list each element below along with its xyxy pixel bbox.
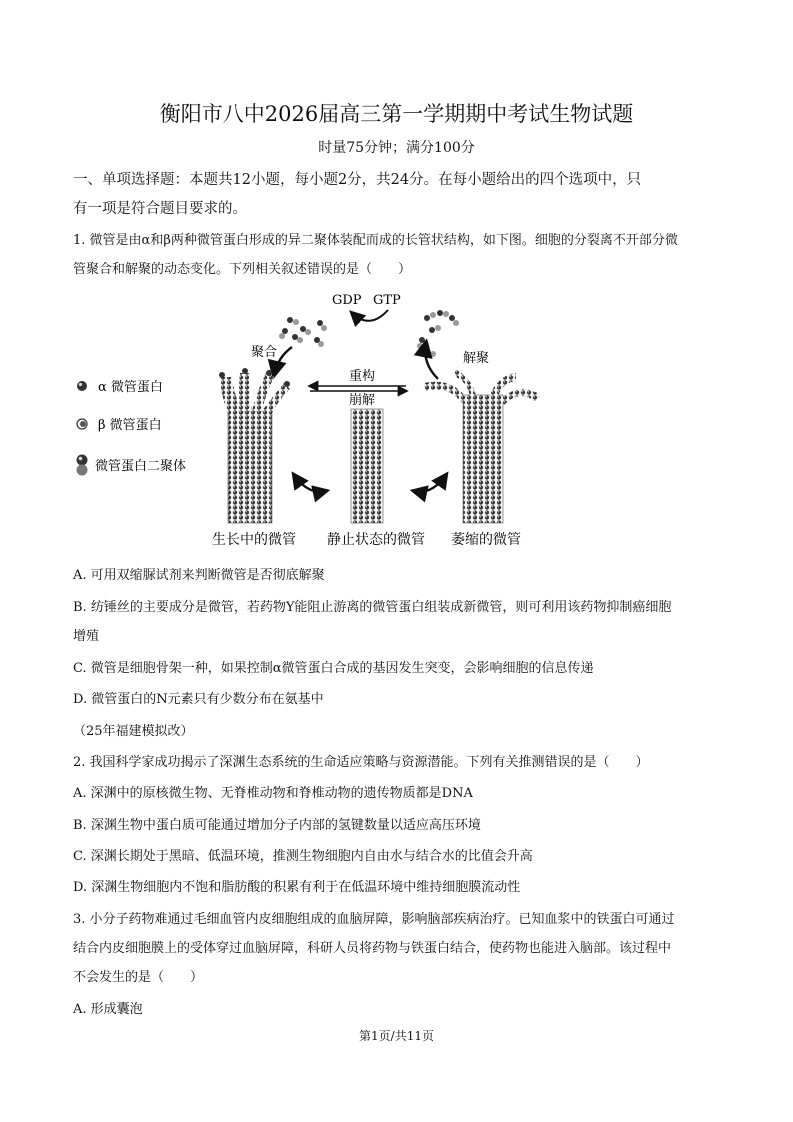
tubulin-dimer-legend-label: 微管蛋白二聚体 <box>95 459 187 474</box>
gtp-label: GTP <box>373 293 401 308</box>
q2-option-d: D. 深渊生物细胞内不饱和脂肪酸的积累有利于在低温环境中维持细胞膜流动性 <box>73 880 521 895</box>
page-title: 衡阳市八中2026届高三第一学期期中考试生物试题 <box>159 102 634 126</box>
exam-time-info: 时量75分钟；满分100分 <box>318 140 475 156</box>
q2-option-c: C. 深渊长期处于黑暗、低温环境，推测生物细胞内自由水与结合水的比值会升高 <box>73 849 533 864</box>
shrinking-microtubule <box>423 369 540 523</box>
q1-option-a: A. 可用双缩脲试剂来判断微管是否彻底解聚 <box>73 568 325 583</box>
rebuild-label: 重构 <box>349 369 376 384</box>
free-dimers-right <box>417 310 459 357</box>
collapse-label: 崩解 <box>349 393 376 408</box>
q1-option-b-line1: B. 纺锤丝的主要成分是微管，若药物Y能阻止游离的微管蛋白组装成新微管，则可利用该药物抑制癌细胞 <box>73 600 672 615</box>
growing-microtubule-label: 生长中的微管 <box>212 532 296 548</box>
q3-stem-line1: 3. 小分子药物难通过毛细血管内皮细胞组成的血脑屏障，影响脑部疾病治疗。已知血浆中的铁蛋白可通过 <box>73 912 675 927</box>
tubulin-dimer-legend-icon <box>77 455 88 476</box>
alpha-tubulin-legend-label: α 微管蛋白 <box>98 380 163 395</box>
q1-option-b-line2: 增殖 <box>73 629 100 644</box>
static-microtubule-label: 静止状态的微管 <box>327 532 425 548</box>
gdp-label: GDP <box>332 293 362 308</box>
shrinking-microtubule-label: 萎缩的微管 <box>451 532 521 548</box>
polymerize-label: 聚合 <box>251 345 278 360</box>
q1-option-c: C. 微管是细胞骨架一种，如果控制α微管蛋白合成的基因发生突变，会影响细胞的信息传递 <box>73 661 594 676</box>
gdp-gtp-exchange-arrow <box>352 310 388 321</box>
static-microtubule <box>351 409 383 523</box>
q2-option-a: A. 深渊中的原核微生物、无脊椎动物和脊椎动物的遗传物质都是DNA <box>73 786 473 801</box>
free-dimers-left <box>279 317 327 347</box>
section-heading-line2: 有一项是符合题目要求的。 <box>73 201 247 217</box>
q2-option-b: B. 深渊生物中蛋白质可能通过增加分子内部的氢键数量以适应高压环境 <box>73 818 481 833</box>
page-number: 第1页/共11页 <box>359 1029 434 1043</box>
q1-option-d: D. 微管蛋白的N元素只有少数分布在氨基中 <box>73 692 324 707</box>
section-heading-line1: 一、单项选择题：本题共12小题，每小题2分，共24分。在每小题给出的四个选项中，只 <box>73 172 642 188</box>
beta-tubulin-legend-label: β 微管蛋白 <box>98 418 162 433</box>
source-note: （25年福建模拟改） <box>73 724 194 739</box>
q3-stem-line2: 结合内皮细胞膜上的受体穿过血脑屏障，科研人员将药物与铁蛋白结合，使药物也能进入脑部。该过程中 <box>73 941 672 956</box>
alpha-tubulin-legend-icon <box>77 381 87 391</box>
q1-stem-line2: 管聚合和解聚的动态变化。下列相关叙述错误的是（ ） <box>73 262 412 277</box>
microtubule-figure <box>70 285 550 555</box>
depolymerize-label: 解聚 <box>463 351 490 366</box>
q2-stem: 2. 我国科学家成功揭示了深渊生态系统的生命适应策略与资源潜能。下列有关推测错误的是（ ） <box>73 755 649 770</box>
q3-option-a: A. 形成囊泡 <box>73 1002 143 1017</box>
q1-stem-line1: 1. 微管是由α和β两种微管蛋白形成的异二聚体装配而成的长管状结构，如下图。细胞的分裂离不开部分微 <box>73 233 678 248</box>
growing-microtubule <box>219 368 290 523</box>
q3-stem-line3: 不会发生的是（ ） <box>73 970 204 985</box>
